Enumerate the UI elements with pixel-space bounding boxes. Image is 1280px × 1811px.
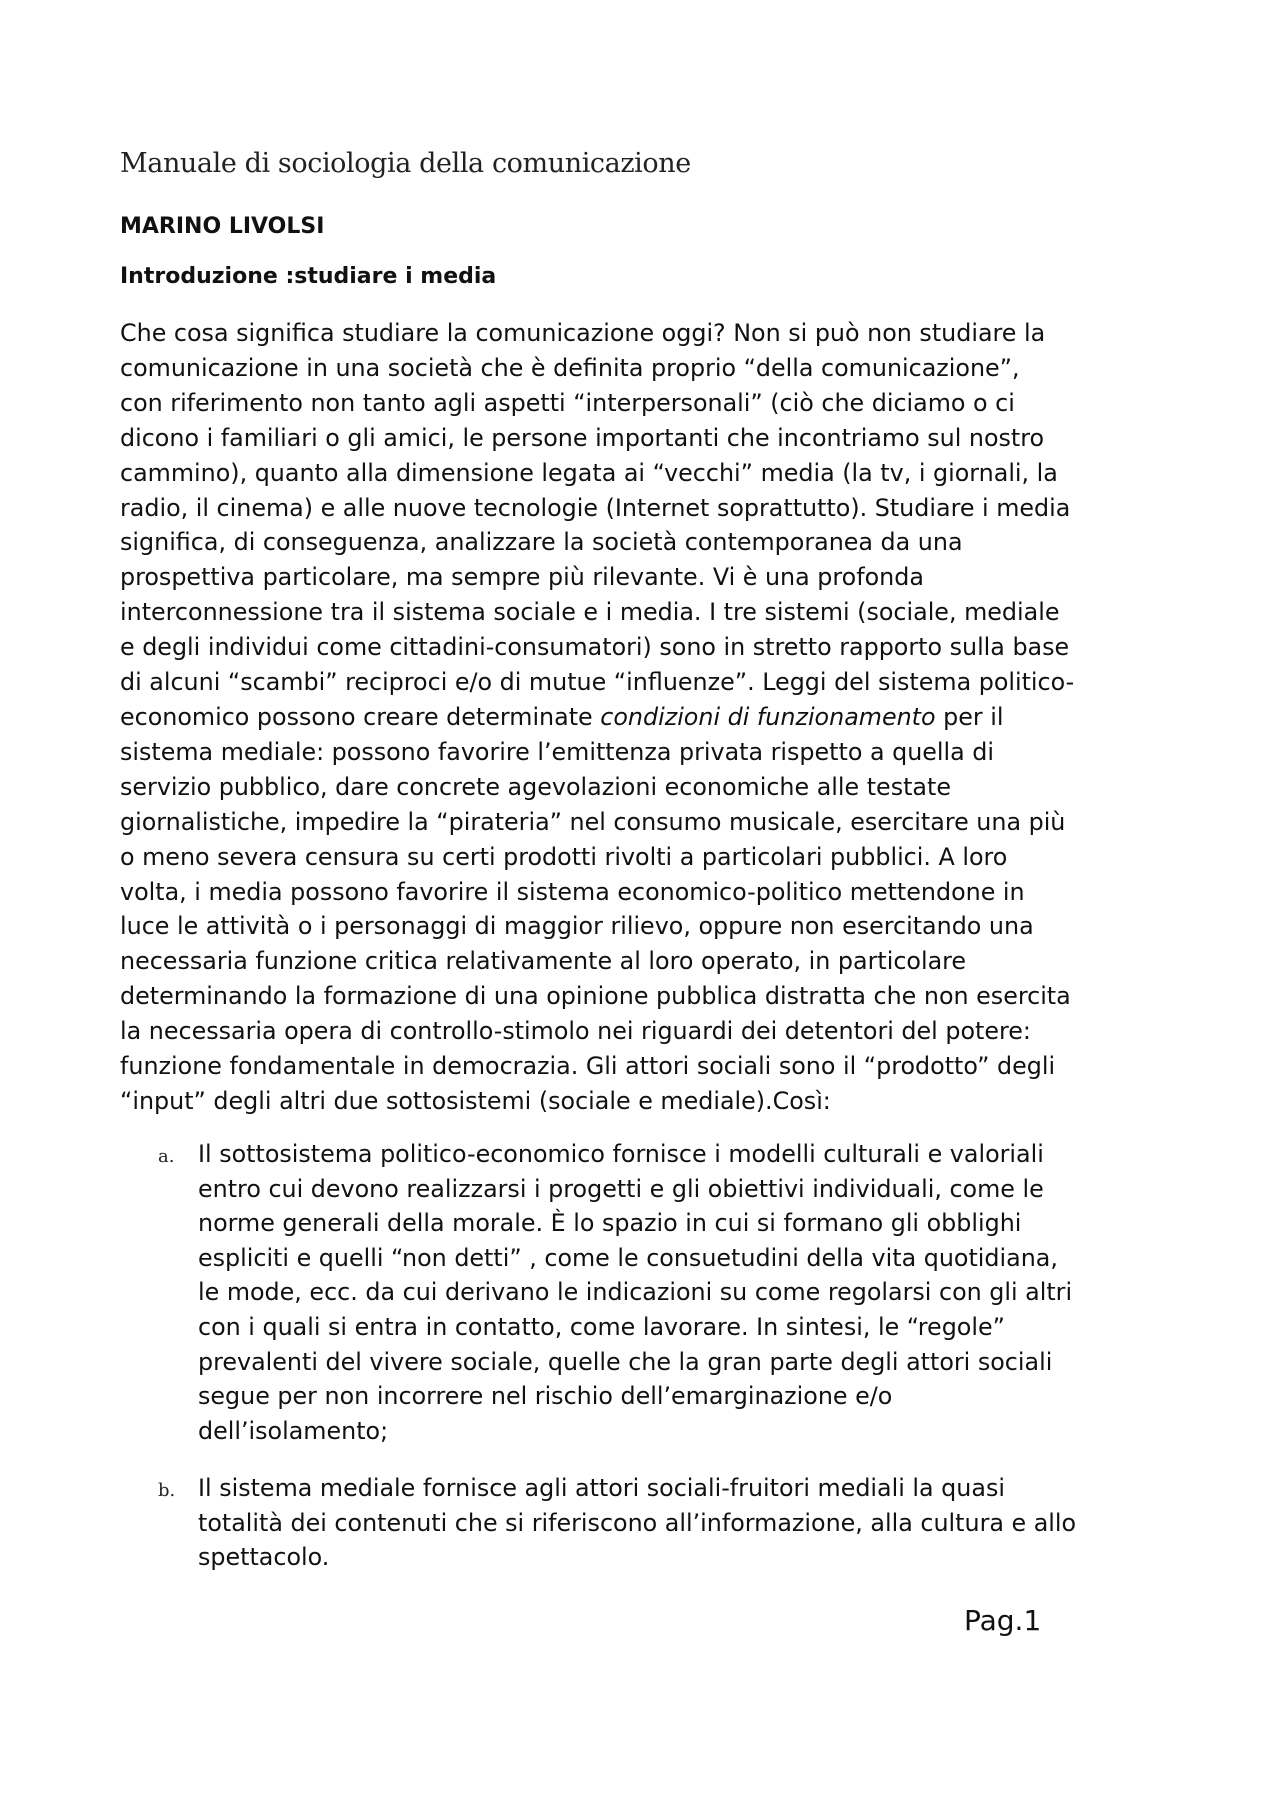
body-paragraph <box>120 316 1180 1119</box>
list-line: Il sottosistema politico-economico fornisce i modelli culturali e valoriali <box>198 1140 1044 1168</box>
list-item-text <box>198 1471 1188 1575</box>
body-line: o meno severa censura su certi prodotti rivolti a particolari pubblici. A loro <box>120 842 1008 871</box>
body-line: “input” degli altri due sottosistemi (sociale e mediale).Così: <box>120 1086 831 1115</box>
body-line: comunicazione in una società che è definita proprio “della comunicazione”, <box>120 353 1020 382</box>
body-line-with-emphasis <box>120 700 1180 735</box>
body-line: la necessaria opera di controllo-stimolo nei riguardi dei detentori del potere: <box>120 1017 1031 1046</box>
list-line: prevalenti del vivere sociale, quelle che la gran parte degli attori sociali <box>198 1347 1053 1376</box>
list-line: norme generali della morale. È lo spazio in cui si formano gli obblighi <box>198 1209 1022 1238</box>
body-line: volta, i media possono favorire il sistema economico-politico mettendone in <box>120 877 1025 906</box>
section-heading: Introduzione :studiare i media <box>120 264 497 289</box>
list-line: le mode, ecc. da cui derivano le indicazioni su come regolarsi con gli altri <box>198 1278 1073 1307</box>
list-marker: a. <box>158 1146 175 1167</box>
list-marker: b. <box>158 1480 176 1501</box>
body-line: luce le attività o i personaggi di maggior rilievo, oppure non esercitando una <box>120 912 1034 941</box>
list-line: Il sistema mediale fornisce agli attori sociali-fruitori mediali la quasi <box>198 1474 1005 1502</box>
body-line: prospettiva particolare, ma sempre più rilevante. Vi è una profonda <box>120 563 924 592</box>
list-line: spettacolo. <box>198 1543 330 1572</box>
author-name: MARINO LIVOLSI <box>120 214 325 239</box>
body-line: con riferimento non tanto agli aspetti “interpersonali” (ciò che diciamo o ci <box>120 388 1015 417</box>
list-line: dell’isolamento; <box>198 1416 389 1445</box>
emphasized-phrase: condizioni di funzionamento <box>600 702 936 731</box>
body-line: funzione fondamentale in democrazia. Gli attori sociali sono il “prodotto” degli <box>120 1052 1056 1081</box>
body-line-after-emphasis: per il <box>935 702 1004 731</box>
list-line: segue per non incorrere nel rischio dell’emarginazione e/o <box>198 1382 893 1411</box>
body-line: e degli individui come cittadini-consumatori) sono in stretto rapporto sulla base <box>120 633 1070 662</box>
list-line: totalità dei contenuti che si riferiscono all’informazione, alla cultura e allo <box>198 1508 1077 1537</box>
body-line: interconnessione tra il sistema sociale e i media. I tre sistemi (sociale, mediale <box>120 598 1060 627</box>
body-line: Che cosa significa studiare la comunicazione oggi? Non si può non studiare la <box>120 319 1046 347</box>
document-title: Manuale di sociologia della comunicazione <box>120 148 691 179</box>
page-number: Pag.1 <box>964 1604 1042 1637</box>
body-line: dicono i familiari o gli amici, le persone importanti che incontriamo sul nostro <box>120 423 1045 452</box>
list-item-text <box>198 1137 1188 1448</box>
body-line: radio, il cinema) e alle nuove tecnologie (Internet soprattutto). Studiare i media <box>120 493 1071 522</box>
body-line: significa, di conseguenza, analizzare la società contemporanea da una <box>120 528 963 557</box>
list-line: con i quali si entra in contatto, come lavorare. In sintesi, le “regole” <box>198 1312 1005 1341</box>
list-line: espliciti e quelli “non detti” , come le consuetudini della vita quotidiana, <box>198 1243 1058 1272</box>
body-line: cammino), quanto alla dimensione legata ai “vecchi” media (la tv, i giornali, la <box>120 458 1058 487</box>
list-line: entro cui devono realizzarsi i progetti e gli obiettivi individuali, come le <box>198 1174 1044 1203</box>
body-line: servizio pubblico, dare concrete agevolazioni economiche alle testate <box>120 772 951 801</box>
body-line: di alcuni “scambi” reciproci e/o di mutue “influenze”. Leggi del sistema politico- <box>120 668 1075 697</box>
body-line: sistema mediale: possono favorire l’emittenza privata rispetto a quella di <box>120 737 995 766</box>
body-line: giornalistiche, impedire la “pirateria” nel consumo musicale, esercitare una più <box>120 807 1066 836</box>
body-line: necessaria funzione critica relativamente al loro operato, in particolare <box>120 947 967 976</box>
body-line: determinando la formazione di una opinione pubblica distratta che non esercita <box>120 982 1071 1011</box>
body-line-before-emphasis: economico possono creare determinate <box>120 702 601 731</box>
